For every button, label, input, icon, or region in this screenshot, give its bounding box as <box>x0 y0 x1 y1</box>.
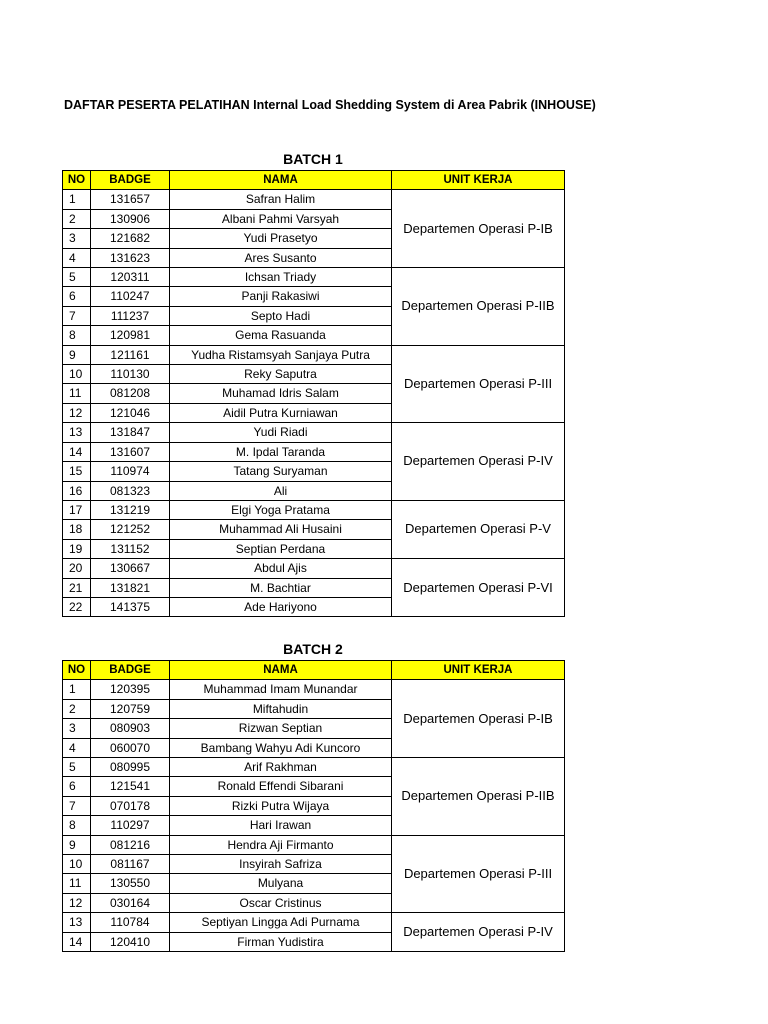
row-nama: Muhamad Idris Salam <box>170 384 392 403</box>
row-no: 15 <box>63 462 91 481</box>
row-nama: Muhammad Imam Munandar <box>170 680 392 699</box>
row-no: 18 <box>63 520 91 539</box>
table-header-row <box>63 661 565 680</box>
row-badge: 120410 <box>91 932 170 951</box>
row-no: 8 <box>63 816 91 835</box>
row-no: 11 <box>63 874 91 893</box>
row-nama: Septian Perdana <box>170 539 392 558</box>
row-nama: Ade Hariyono <box>170 597 392 616</box>
row-no: 5 <box>63 758 91 777</box>
table-row <box>63 345 565 364</box>
row-no: 9 <box>63 345 91 364</box>
table-row <box>63 913 565 932</box>
row-badge: 081216 <box>91 835 170 854</box>
row-badge: 070178 <box>91 796 170 815</box>
row-no: 20 <box>63 559 91 578</box>
row-no: 8 <box>63 326 91 345</box>
row-badge: 030164 <box>91 893 170 912</box>
row-no: 12 <box>63 403 91 422</box>
row-badge: 110297 <box>91 816 170 835</box>
row-nama: Rizwan Septian <box>170 719 392 738</box>
row-badge: 131847 <box>91 423 170 442</box>
row-no: 19 <box>63 539 91 558</box>
row-no: 2 <box>63 209 91 228</box>
table-row <box>63 423 565 442</box>
table-row <box>63 190 565 209</box>
row-nama: M. Ipdal Taranda <box>170 442 392 461</box>
row-no: 5 <box>63 268 91 287</box>
row-nama: Yudi Prasetyo <box>170 229 392 248</box>
row-unit-kerja: Departemen Operasi P-IV <box>392 423 565 501</box>
row-no: 6 <box>63 287 91 306</box>
row-nama: Miftahudin <box>170 699 392 718</box>
row-badge: 121046 <box>91 403 170 422</box>
row-badge: 120759 <box>91 699 170 718</box>
row-nama: Bambang Wahyu Adi Kuncoro <box>170 738 392 757</box>
row-badge: 081208 <box>91 384 170 403</box>
row-no: 7 <box>63 306 91 325</box>
row-no: 6 <box>63 777 91 796</box>
table-header-row <box>63 171 565 190</box>
row-badge: 111237 <box>91 306 170 325</box>
row-badge: 110130 <box>91 365 170 384</box>
row-nama: Aidil Putra Kurniawan <box>170 403 392 422</box>
row-nama: Safran Halim <box>170 190 392 209</box>
row-no: 14 <box>63 932 91 951</box>
row-unit-kerja: Departemen Operasi P-IB <box>392 680 565 758</box>
row-badge: 130667 <box>91 559 170 578</box>
row-badge: 060070 <box>91 738 170 757</box>
row-nama: Ali <box>170 481 392 500</box>
row-no: 10 <box>63 365 91 384</box>
row-badge: 110974 <box>91 462 170 481</box>
row-badge: 080995 <box>91 758 170 777</box>
row-badge: 131219 <box>91 500 170 519</box>
header-unit-kerja: UNIT KERJA <box>392 661 565 680</box>
batch-1-table <box>62 170 565 617</box>
batch-2-title: BATCH 2 <box>283 641 343 657</box>
row-badge: 120311 <box>91 268 170 287</box>
row-nama: Albani Pahmi Varsyah <box>170 209 392 228</box>
row-badge: 120981 <box>91 326 170 345</box>
row-badge: 141375 <box>91 597 170 616</box>
row-no: 1 <box>63 680 91 699</box>
row-badge: 131623 <box>91 248 170 267</box>
row-nama: Abdul Ajis <box>170 559 392 578</box>
table-row <box>63 500 565 519</box>
row-nama: Septo Hadi <box>170 306 392 325</box>
row-nama: Ares Susanto <box>170 248 392 267</box>
row-nama: Yudi Riadi <box>170 423 392 442</box>
row-no: 14 <box>63 442 91 461</box>
header-badge: BADGE <box>91 171 170 190</box>
row-no: 9 <box>63 835 91 854</box>
row-badge: 080903 <box>91 719 170 738</box>
row-no: 13 <box>63 913 91 932</box>
row-badge: 081167 <box>91 855 170 874</box>
header-no: NO <box>63 661 91 680</box>
row-no: 1 <box>63 190 91 209</box>
row-badge: 120395 <box>91 680 170 699</box>
row-badge: 121541 <box>91 777 170 796</box>
row-unit-kerja: Departemen Operasi P-VI <box>392 559 565 617</box>
row-badge: 131657 <box>91 190 170 209</box>
row-nama: Firman Yudistira <box>170 932 392 951</box>
batch-2-table-wrap <box>62 660 566 952</box>
row-no: 12 <box>63 893 91 912</box>
row-badge: 121252 <box>91 520 170 539</box>
row-unit-kerja: Departemen Operasi P-IV <box>392 913 565 952</box>
row-unit-kerja: Departemen Operasi P-III <box>392 345 565 423</box>
row-nama: Ronald Effendi Sibarani <box>170 777 392 796</box>
row-unit-kerja: Departemen Operasi P-IB <box>392 190 565 268</box>
row-nama: Hendra Aji Firmanto <box>170 835 392 854</box>
row-no: 3 <box>63 719 91 738</box>
table-row <box>63 559 565 578</box>
batch-1-table-wrap <box>62 170 566 620</box>
row-no: 13 <box>63 423 91 442</box>
row-badge: 121682 <box>91 229 170 248</box>
row-nama: Panji Rakasiwi <box>170 287 392 306</box>
batch-1-title: BATCH 1 <box>283 151 343 167</box>
row-nama: Elgi Yoga Pratama <box>170 500 392 519</box>
row-nama: Reky Saputra <box>170 365 392 384</box>
row-no: 16 <box>63 481 91 500</box>
row-badge: 131607 <box>91 442 170 461</box>
row-badge: 131821 <box>91 578 170 597</box>
table-row <box>63 758 565 777</box>
row-nama: Septiyan Lingga Adi Purnama <box>170 913 392 932</box>
row-nama: M. Bachtiar <box>170 578 392 597</box>
row-no: 21 <box>63 578 91 597</box>
header-nama: NAMA <box>170 661 392 680</box>
row-no: 11 <box>63 384 91 403</box>
row-unit-kerja: Departemen Operasi P-V <box>392 500 565 558</box>
row-unit-kerja: Departemen Operasi P-IIB <box>392 268 565 346</box>
row-nama: Ichsan Triady <box>170 268 392 287</box>
page-title: DAFTAR PESERTA PELATIHAN Internal Load Shedding System di Area Pabrik (INHOUSE) <box>64 98 596 112</box>
row-no: 2 <box>63 699 91 718</box>
row-unit-kerja: Departemen Operasi P-III <box>392 835 565 913</box>
row-no: 7 <box>63 796 91 815</box>
row-no: 22 <box>63 597 91 616</box>
row-badge: 081323 <box>91 481 170 500</box>
table-row <box>63 680 565 699</box>
table-row <box>63 268 565 287</box>
row-nama: Muhammad Ali Husaini <box>170 520 392 539</box>
row-nama: Arif Rakhman <box>170 758 392 777</box>
row-no: 4 <box>63 248 91 267</box>
row-badge: 110784 <box>91 913 170 932</box>
row-nama: Yudha Ristamsyah Sanjaya Putra <box>170 345 392 364</box>
header-unit-kerja: UNIT KERJA <box>392 171 565 190</box>
row-badge: 130906 <box>91 209 170 228</box>
row-nama: Insyirah Safriza <box>170 855 392 874</box>
header-no: NO <box>63 171 91 190</box>
row-nama: Gema Rasuanda <box>170 326 392 345</box>
row-no: 3 <box>63 229 91 248</box>
row-badge: 121161 <box>91 345 170 364</box>
row-badge: 110247 <box>91 287 170 306</box>
row-nama: Tatang Suryaman <box>170 462 392 481</box>
table-row <box>63 835 565 854</box>
row-nama: Hari Irawan <box>170 816 392 835</box>
row-unit-kerja: Departemen Operasi P-IIB <box>392 758 565 836</box>
row-badge: 131152 <box>91 539 170 558</box>
row-no: 4 <box>63 738 91 757</box>
row-nama: Oscar Cristinus <box>170 893 392 912</box>
header-badge: BADGE <box>91 661 170 680</box>
header-nama: NAMA <box>170 171 392 190</box>
row-no: 10 <box>63 855 91 874</box>
batch-2-table <box>62 660 565 952</box>
row-nama: Rizki Putra Wijaya <box>170 796 392 815</box>
row-no: 17 <box>63 500 91 519</box>
row-nama: Mulyana <box>170 874 392 893</box>
row-badge: 130550 <box>91 874 170 893</box>
